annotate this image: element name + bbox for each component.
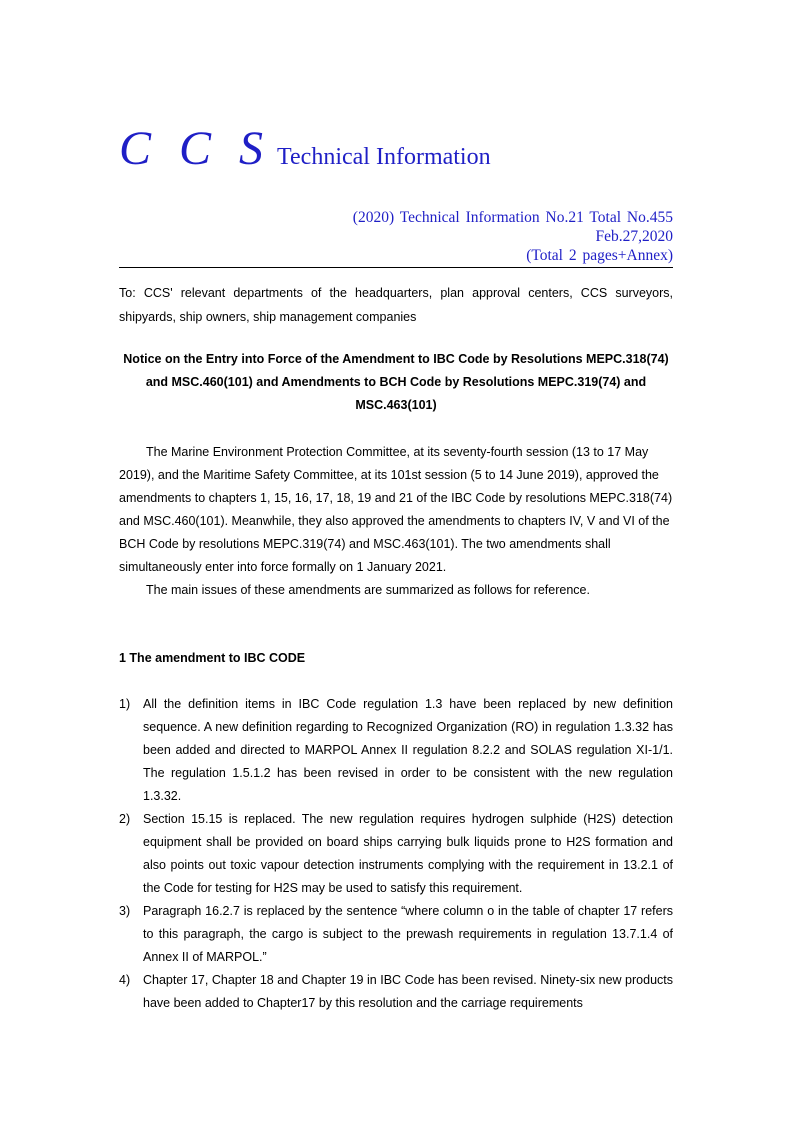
document-date: Feb.27,2020 xyxy=(595,228,673,245)
list-item xyxy=(119,900,673,969)
document-number: (2020) Technical Information No.21 Total No.455 xyxy=(352,209,673,226)
list-item-text: Section 15.15 is replaced. The new regulation requires hydrogen sulphide (H2S) detection equipment shall be provided on board ships carrying bulk liquids prone to H2S formation and also points out toxic vapour detection instruments complying with the requirement in 13.2.1 of the Code for testing for H2S may be used to satisfy this requirement. xyxy=(143,812,673,895)
intro-section xyxy=(119,441,673,602)
document-meta xyxy=(313,208,673,265)
intro-paragraph: The Marine Environment Protection Committee, at its seventy-fourth session (13 to 17 May 2019), and the Maritime Safety Committee, at its 101st session (5 to 14 June 2019), approved the amendments to chapters 1, 15, 16, 17, 18, 19 and 21 of the IBC Code by resolutions MEPC.318(74) and MSC.460(101). Meanwhile, they also approved the amendments to chapters IV, V and VI of the BCH Code by resolutions MEPC.319(74) and MSC.463(101). The two amendments shall simultaneously enter into force formally on 1 January 2021. xyxy=(119,445,673,574)
page-count: (Total 2 pages+Annex) xyxy=(526,247,673,264)
list-item-number: 4) xyxy=(119,973,131,987)
list-item-text: Paragraph 16.2.7 is replaced by the sentence “where column o in the table of chapter 17 refers to this paragraph, the cargo is subject to the prewash requirements in regulation 13.7.1.4 of Annex II of MARPOL.” xyxy=(143,904,673,964)
list-item xyxy=(119,808,673,900)
document-header xyxy=(119,121,491,176)
amendment-list xyxy=(119,693,673,1015)
list-item xyxy=(119,969,673,1015)
ccs-logo-letters: C C S xyxy=(119,122,272,175)
list-item-number: 2) xyxy=(119,812,131,826)
list-item-text: Chapter 17, Chapter 18 and Chapter 19 in IBC Code has been revised. Ninety-six new products have been added to Chapter17 by this resolution and the carriage requirements xyxy=(143,973,673,1010)
intro-paragraph-summary: The main issues of these amendments are summarized as follows for reference. xyxy=(146,583,590,597)
notice-title: Notice on the Entry into Force of the Amendment to IBC Code by Resolutions MEPC.318(74) and MSC.460(101) and Amendments to BCH Code by Resolutions MEPC.319(74) and MSC.463(101) xyxy=(123,352,669,412)
section-heading: 1 The amendment to IBC CODE xyxy=(119,651,306,665)
recipients-line: To: CCS' relevant departments of the headquarters, plan approval centers, CCS surveyors, shipyards, ship owners, ship management companies xyxy=(119,286,673,324)
list-item-number: 3) xyxy=(119,904,131,918)
list-item-text: All the definition items in IBC Code regulation 1.3 have been replaced by new definition sequence. A new definition regarding to Recognized Organization (RO) in regulation 1.3.32 has been added and directed to MARPOL Annex II regulation 8.2.2 and SOLAS regulation XI-1/1. The regulation 1.5.1.2 has been revised in order to be consistent with the new regulation 1.3.32. xyxy=(143,697,673,803)
header-title: Technical Information xyxy=(277,144,491,170)
list-item-number: 1) xyxy=(119,697,131,711)
list-item xyxy=(119,693,673,808)
header-divider xyxy=(119,267,673,268)
